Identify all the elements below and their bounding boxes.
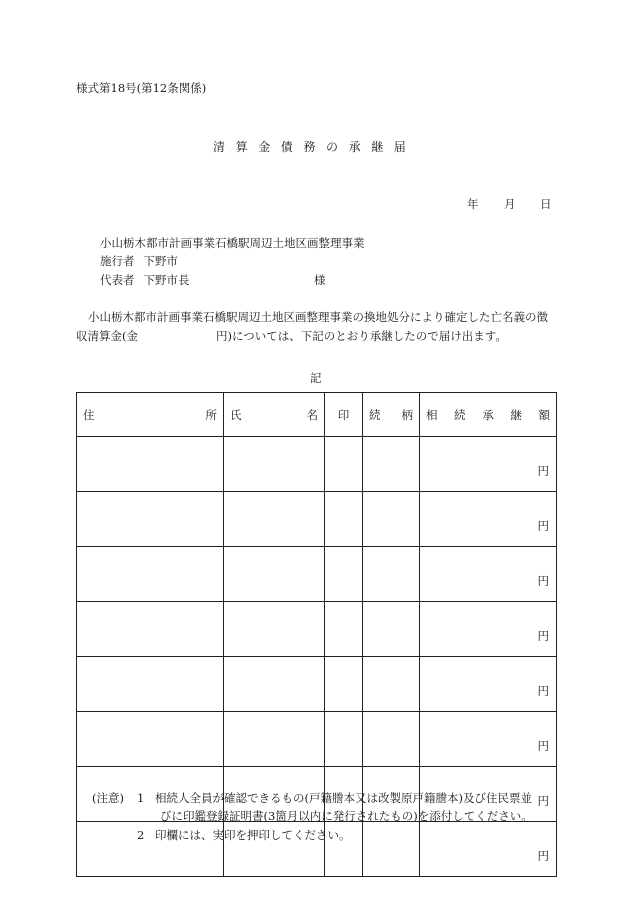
name-cell[interactable] xyxy=(224,657,325,712)
notes-label: (注意) xyxy=(92,791,124,805)
header-amount: 相 続 承 継 額 xyxy=(420,393,557,437)
address-cell[interactable] xyxy=(77,712,224,767)
relation-cell[interactable] xyxy=(363,657,420,712)
amount-cell[interactable] xyxy=(420,602,557,657)
relation-cell[interactable] xyxy=(363,712,420,767)
relation-cell[interactable] xyxy=(363,492,420,547)
relation-cell[interactable] xyxy=(363,822,420,877)
name-cell[interactable] xyxy=(224,492,325,547)
seal-cell[interactable] xyxy=(325,602,363,657)
representative-label: 代表者 xyxy=(100,273,135,287)
amount-cell[interactable] xyxy=(420,547,557,602)
header-address: 住 所 xyxy=(77,393,224,437)
seal-cell[interactable] xyxy=(325,547,363,602)
date-day-label: 日 xyxy=(540,197,552,211)
note-2-text: 印欄には、実印を押印してください。 xyxy=(155,828,351,842)
table-row xyxy=(77,437,557,492)
project-name: 小山栃木都市計画事業石橋駅周辺土地区画整理事業 xyxy=(100,236,365,250)
amount-cell[interactable] xyxy=(420,492,557,547)
table-row xyxy=(77,547,557,602)
table-row xyxy=(77,602,557,657)
name-cell[interactable] xyxy=(224,602,325,657)
note-1 xyxy=(137,790,532,806)
seal-cell[interactable] xyxy=(325,492,363,547)
note-2-number: 2 xyxy=(137,828,145,842)
note-1-text: 相続人全員が確認できるもの(戸籍謄本又は改製原戸籍謄本)及び住民票並 xyxy=(155,791,532,805)
representative-line xyxy=(100,272,190,288)
yen-unit: 円 xyxy=(537,464,549,478)
note-2 xyxy=(137,827,351,843)
amount-cell[interactable] xyxy=(420,712,557,767)
operator-line xyxy=(100,253,178,269)
date-month-label: 月 xyxy=(504,197,516,211)
body-paragraph xyxy=(76,308,556,346)
yen-unit: 円 xyxy=(537,629,549,643)
table-row xyxy=(77,492,557,547)
table-row xyxy=(77,712,557,767)
note-1-number: 1 xyxy=(137,791,145,805)
note-1-continuation: びに印鑑登録証明書(3箇月以内に発行されたもの)を添付してください。 xyxy=(160,809,533,823)
operator-value: 下野市 xyxy=(143,254,178,268)
name-cell[interactable] xyxy=(224,712,325,767)
name-cell[interactable] xyxy=(224,547,325,602)
amount-cell[interactable] xyxy=(420,657,557,712)
body-text-part1: 小山栃木都市計画事業石橋駅周辺土地区画整理事業の換地処分により確定した亡名義の徴収清算金(金 xyxy=(76,310,548,343)
yen-unit: 円 xyxy=(537,849,549,863)
address-cell[interactable] xyxy=(77,657,224,712)
form-number: 様式第18号(第12条関係) xyxy=(76,81,207,95)
yen-unit: 円 xyxy=(537,739,549,753)
relation-cell[interactable] xyxy=(363,547,420,602)
address-cell[interactable] xyxy=(77,437,224,492)
yen-unit: 円 xyxy=(537,794,549,808)
date-year-label: 年 xyxy=(467,197,479,211)
address-cell[interactable] xyxy=(77,547,224,602)
header-relation: 続 柄 xyxy=(363,393,420,437)
document-title: 清算金債務の承継届 xyxy=(213,140,417,154)
address-cell[interactable] xyxy=(77,492,224,547)
table-header-row xyxy=(77,393,557,437)
header-name: 氏 名 xyxy=(224,393,325,437)
honorific: 様 xyxy=(314,273,326,287)
yen-unit: 円 xyxy=(537,684,549,698)
header-seal: 印 xyxy=(325,393,363,437)
representative-value: 下野市長 xyxy=(143,273,190,287)
operator-label: 施行者 xyxy=(100,254,135,268)
table-row xyxy=(77,657,557,712)
seal-cell[interactable] xyxy=(325,712,363,767)
yen-unit: 円 xyxy=(537,519,549,533)
seal-cell[interactable] xyxy=(325,437,363,492)
relation-cell[interactable] xyxy=(363,602,420,657)
yen-unit: 円 xyxy=(537,574,549,588)
amount-cell[interactable] xyxy=(420,822,557,877)
body-text-part2: 円)については、下記のとおり承継したので届け出ます。 xyxy=(216,329,507,343)
amount-cell[interactable] xyxy=(420,437,557,492)
seal-cell[interactable] xyxy=(325,657,363,712)
ki-heading: 記 xyxy=(310,371,322,385)
name-cell[interactable] xyxy=(224,437,325,492)
relation-cell[interactable] xyxy=(363,437,420,492)
address-cell[interactable] xyxy=(77,602,224,657)
